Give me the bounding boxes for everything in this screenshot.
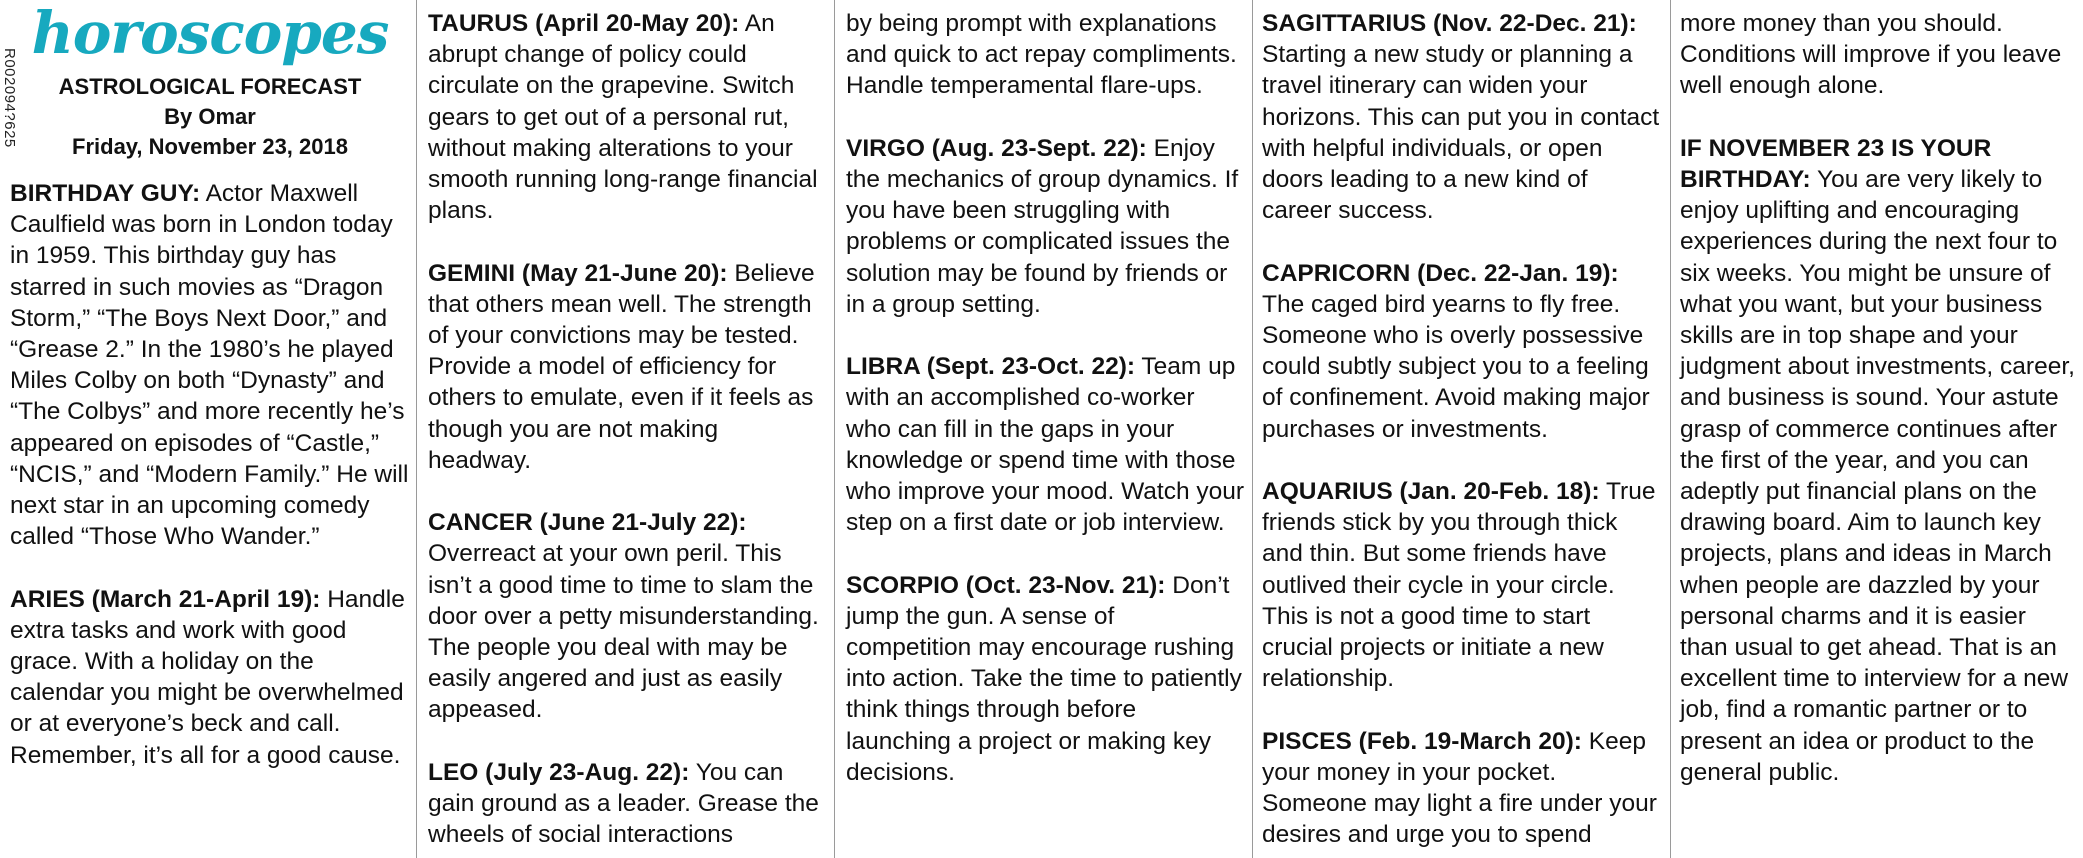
entry-text: Handle extra tasks and work with good grace. With a holiday on the calendar you might be overwhelmed or at everyone’s beck and call. Remember, it’s all for a good cause. [10, 585, 405, 769]
column-1 [10, 0, 410, 846]
entry-virgo [846, 133, 1246, 320]
column-divider [834, 0, 835, 858]
entry-your-birthday [1680, 133, 2078, 788]
entry-sagittarius [1262, 8, 1662, 226]
entry-label: PISCES (Feb. 19-March 20): [1262, 727, 1582, 755]
entry-text: Don’t jump the gun. A sense of competition may encourage rushing into action. Take the time to patiently think things through before launching a project or making key decisions. [846, 571, 1242, 786]
column-2 [428, 8, 826, 854]
masthead-byline: By Omar [164, 104, 256, 129]
entry-gemini [428, 258, 826, 476]
column-divider [1252, 0, 1253, 858]
entry-cancer [428, 507, 826, 725]
column-5 [1680, 8, 2078, 854]
masthead-subtitle: ASTROLOGICAL FORECAST [58, 74, 362, 99]
entry-text: by being prompt with explanations and quick to act repay compliments. Handle temperamental flare-ups. [846, 10, 1237, 100]
entry-label: GEMINI (May 21-June 20): [428, 259, 728, 287]
entry-text: Keep your money in your pocket. Someone may light a fire under your desires and urge you to spend [1262, 727, 1657, 849]
entry-text: Team up with an accomplished co-worker who can fill in the gaps in your knowledge or spend time with those who improve your mood. Watch your step on a first date or job interview. [846, 353, 1245, 537]
column-4 [1262, 8, 1662, 854]
entry-text: Starting a new study or planning a travel itinerary can widen your horizons. This can put you in contact with helpful individuals, or open doors leading to a new kind of career success. [1262, 41, 1660, 225]
column-divider [1670, 0, 1671, 858]
masthead [10, 0, 410, 162]
entry-text: Actor Maxwell Caulfield was born in London today in 1959. This birthday guy has starred in such movies as “Dragon Storm,” “The Boys Next Door,” and “Grease 2.” In the 1980’s he played Miles Colby on both “Dynasty” and “The Colbys” and more recently he’s appeared on episodes of “Castle,” “NCIS,” and “Modern Family.” He will next star in an upcoming comedy called “Those Who Wander.” [10, 180, 409, 551]
entry-label: ARIES (March 21-April 19): [10, 585, 321, 613]
entry-text: Enjoy the mechanics of group dynamics. If you have been struggling with problems or complicated issues the solution may be found by friends or in a group setting. [846, 134, 1239, 318]
column-3 [846, 8, 1246, 854]
entry-text: True friends stick by you through thick and thin. But some friends have outlived their cycle in your circle. This is not a good time to start crucial projects or initiate a new relationship. [1262, 478, 1656, 693]
entry-aquarius [1262, 476, 1662, 694]
entry-aries [10, 584, 410, 771]
entry-label: AQUARIUS (Jan. 20-Feb. 18): [1262, 478, 1600, 506]
entry-label: SCORPIO (Oct. 23-Nov. 21): [846, 571, 1166, 599]
entry-label: CANCER (June 21-July 22): [428, 509, 747, 537]
entry-label: BIRTHDAY GUY: [10, 180, 201, 207]
entry-text: The caged bird yearns to fly free. Someone who is overly possessive could subtly subject you to a feeling of confinement. Avoid making major purchases or investments. [1262, 290, 1650, 443]
entry-label: TAURUS (April 20-May 20): [428, 10, 740, 37]
entry-label: LEO (July 23-Aug. 22): [428, 758, 690, 786]
entry-text: Believe that others mean well. The strength of your convictions may be tested. Provide a model of efficiency for others to emulate, even if it feels as though you are not making headway. [428, 259, 815, 474]
entry-pisces-continued [1680, 8, 2078, 102]
entry-label: SAGITTARIUS (Nov. 22-Dec. 21): [1262, 10, 1637, 37]
column-divider [416, 0, 417, 858]
entry-text: You are very likely to enjoy uplifting and encouraging experiences during the next four to six weeks. You might be unsure of what you want, but your business skills are in top shape and your judgment about investments, career, and business is sound. Your astute grasp of commerce continues after the first of the year, and you can adeptly put financial plans on the drawing board. Aim to launch key projects, plans and ideas in March when people are dazzled by your personal charms and it is easier than usual to get ahead. That is an excellent time to interview for a new job, find a romantic partner or to present an idea or product to the general public. [1680, 166, 2075, 786]
entry-capricorn [1262, 258, 1662, 445]
entry-label: IF NOVEMBER 23 IS YOUR BIRTHDAY: [1680, 134, 1992, 193]
entry-pisces [1262, 726, 1662, 851]
entry-text: more money than you should. Conditions will improve if you leave well enough alone. [1680, 10, 2062, 100]
entry-text: You can gain ground as a leader. Grease the wheels of social interactions [428, 758, 819, 849]
entry-label: VIRGO (Aug. 23-Sept. 22): [846, 134, 1147, 162]
entry-label: CAPRICORN (Dec. 22-Jan. 19): [1262, 259, 1619, 287]
entry-text: An abrupt change of policy could circulate on the grapevine. Switch gears to get out of a personal rut, without making alterations to your smooth running long-range financial plans. [428, 10, 818, 225]
entry-label: LIBRA (Sept. 23-Oct. 22): [846, 353, 1136, 381]
entry-libra [846, 351, 1246, 538]
entry-birthday-guy [10, 178, 410, 552]
entry-text: Overreact at your own peril. This isn’t a good time to time to slam the door over a petty misunderstanding. The people you deal with may be easily angered and just as easily appeased. [428, 540, 819, 724]
masthead-date: Friday, November 23, 2018 [72, 134, 348, 159]
entry-taurus [428, 8, 826, 226]
entry-leo [428, 757, 826, 851]
side-code: R002094?625 [1, 48, 18, 148]
brand-title: horoscopes [31, 0, 389, 67]
entry-scorpio [846, 570, 1246, 788]
entry-leo-continued [846, 8, 1246, 102]
